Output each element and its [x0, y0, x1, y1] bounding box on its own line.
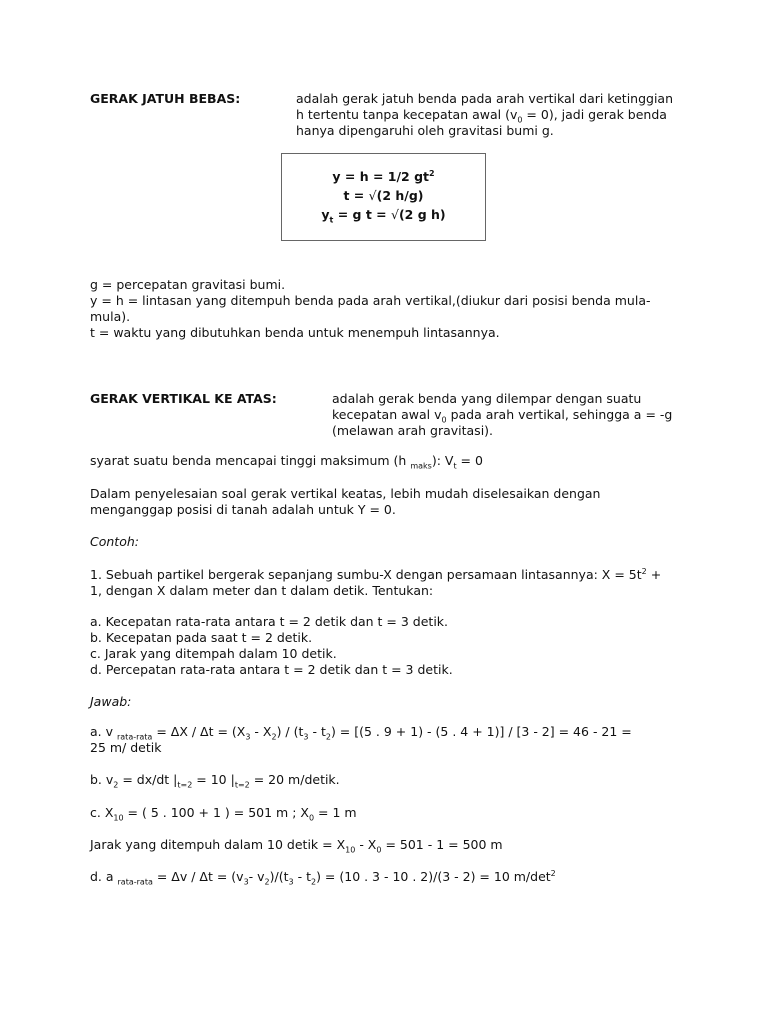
syarat-line: syarat suatu benda mencapai tinggi maksimum (h $_{maks}$): $V_t = 0$: [90, 453, 483, 471]
contoh-label: Contoh:: [90, 534, 139, 549]
section2-heading: GERAK VERTIKAL KE ATAS:: [90, 391, 277, 406]
jawab-label: Jawab:: [90, 694, 132, 709]
formula-height: y = h = 1/2 $gt^2$: [332, 168, 435, 184]
question-items: [90, 614, 453, 678]
answer-c: c. $X_{10}$ = ( 5 . 100 + 1 ) = 501 m ; $X_0 = 1$ m: [90, 805, 357, 823]
formula-box: [281, 153, 486, 241]
answer-b: b. $v_2 = dx/dt$ $|_{t=2} = 10$ $|_{t=2} = 20$ m/detik.: [90, 772, 340, 790]
formula-velocity: $y_t = g$ t = √(2 g h): [321, 207, 446, 225]
question-1: 1. Sebuah partikel bergerak sepanjang sumbu-X dengan persamaan lintasannya: $X = 5t^2$ + 1, dengan X dalam meter dan t dalam detik. Tentukan:: [90, 566, 662, 598]
answer-a: a. v $_{rata-rata} = \Delta X / \Delta t = (X_3 - X_2) / (t_3 - t_2) = [(5$ . 9 + 1) - (5 . 4 + 1)] / [3 - 2] = 46 - 21 = 25 m/ detik: [90, 724, 632, 755]
list-item: a. Kecepatan rata-rata antara t = 2 detik dan t = 3 detik.: [90, 614, 449, 629]
formula-time: t = √(2 h/g): [343, 188, 424, 203]
penyelesaian-paragraph: Dalam penyelesaian soal gerak vertikal keatas, lebih mudah diselesaikan dengan menganggap posisi di tanah adalah untuk Y = 0.: [90, 486, 601, 517]
answer-d: d. a $_{rata-rata} = \Delta v / \Delta t = (v_3-$ $v_2)/(t_3 - t_2) = (10$ . 3 - 10 . 2)/(3 - 2) = 10 $m/\det^2$: [90, 868, 556, 887]
section2-definition: adalah gerak benda yang dilempar dengan suatu kecepatan awal $v_0$ pada arah vertikal, sehingga a = -g (melawan arah gravitasi).: [332, 391, 673, 438]
section1-heading: GERAK JATUH BEBAS:: [90, 91, 241, 106]
list-item: c. Jarak yang ditempah dalam 10 detik.: [90, 646, 337, 661]
section1-notes: g = percepatan gravitasi bumi. y = h = lintasan yang ditempuh benda pada arah vertikal,(diukur dari posisi benda mula- mula). t = waktu yang dibutuhkan benda untuk menempuh lintasannya.: [90, 277, 651, 340]
section1-definition: adalah gerak jatuh benda pada arah vertikal dari ketinggian h tertentu tanpa kecepatan awal $(v_0 = 0)$, jadi gerak benda hanya dipengaruhi oleh gravitasi bumi g.: [296, 91, 674, 138]
jarak-line: Jarak yang ditempuh dalam 10 detik = $X_{10} - X_0 = 501 - 1 = 500$ m: [90, 837, 503, 855]
list-item: d. Percepatan rata-rata antara t = 2 detik dan t = 3 detik.: [90, 662, 453, 677]
list-item: b. Kecepatan pada saat t = 2 detik.: [90, 630, 313, 645]
